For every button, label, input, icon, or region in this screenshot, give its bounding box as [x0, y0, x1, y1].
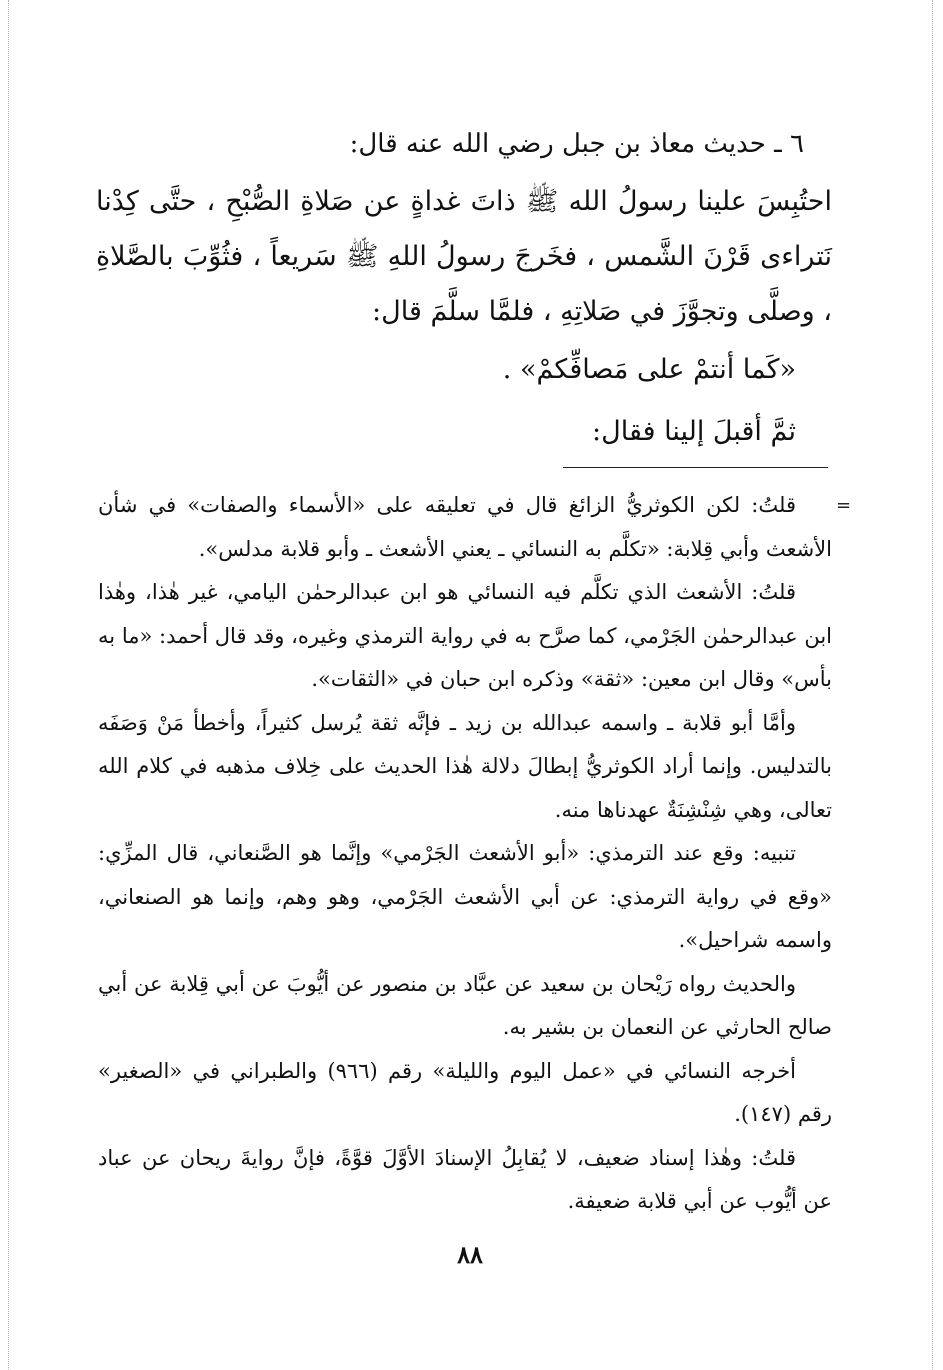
footnote-paragraph: تنبيه: وقع عند الترمذي: «أبو الأشعث الجَرْمي» وإنَّما هو الصَّنعاني، قال المزِّي: «وقع في رواية الترمذي: عن أبي الأشعث الجَرْمي، وهو وهم، وإنما هو الصنعاني، واسمه شراحيل». — [98, 841, 832, 952]
hadith-heading: ٦ ـ حديث معاذ بن جبل رضي الله عنه قال: — [349, 129, 804, 159]
footnote-paragraph: وأمَّا أبو قلابة ـ واسمه عبدالله بن زيد ـ فإنَّه ثقة يُرسل كثيراً، وأخطأ مَنْ وَصَفَه بالتدليس. وإنما أراد الكوثريُّ إبطالَ دلالة هٰذا الحديث على خِلاف مذهبه في كلام الله تعالى، وهي شِنْشِنَةٌ عهدناها منه. — [98, 710, 832, 822]
footnote-paragraph: قلتُ: لكن الكوثريُّ الزائغ قال في تعليقه على «الأسماء والصفات» في شأن الأشعث وأبي قِلابة: «تكلَّم به النسائي ـ يعني الأشعث ـ وأبو قلابة مدلس». — [98, 493, 832, 561]
footnote-separator-line — [563, 467, 828, 468]
footnote-paragraph: قلتُ: الأشعث الذي تكلَّم فيه النسائي هو ابن عبدالرحمٰن اليامي، غير هٰذا، وهٰذا ابن عبدالرحمٰن الجَرْمي، كما صرَّح به في رواية الترمذي وغيره، وقد قال أحمد: «ما به بأس» وقال ابن معين: «ثقة» وذكره ابن حبان في «الثقات». — [98, 580, 832, 691]
main-text — [96, 122, 832, 463]
footnote-paragraph: والحديث رواه رَيْحان بن سعيد عن عبَّاد بن منصور عن أيُّوبَ عن أبي قِلابة عن أبي صالح الحارثي عن النعمان بن بشير به. — [98, 971, 832, 1039]
footnotes — [98, 484, 832, 1224]
hadith-narration: احتُبِسَ علينا رسولُ الله ﷺ ذاتَ غداةٍ عن صَلاةِ الصُّبْحِ ، حتَّى كِدْنا نَتراءى قَرْنَ الشَّمس ، فخَرجَ رسولُ اللهِ ﷺ سَريعاً ، فثُوِّبَ بالصَّلاةِ ، وصلَّى وتجوَّزَ في صَلاتِهِ ، فلمَّا سلَّمَ قال: — [96, 186, 832, 327]
left-dotted-margin-line — [8, 0, 9, 1370]
footnote-paragraph: قلتُ: وهٰذا إسناد ضعيف، لا يُقابِلُ الإسنادَ الأوَّلَ قوَّةً، فإنَّ روايةَ ريحان عن عباد عن أيُّوب عن أبي قلابة ضعيفة. — [98, 1145, 832, 1213]
prophet-saying: «كَما أنتمْ على مَصافِّكمْ» . — [502, 354, 796, 385]
footnote-continuation-mark: = — [836, 495, 852, 516]
hadith-continuation: ثمَّ أقبلَ إلينا فقال: — [592, 416, 796, 447]
right-dotted-margin-line — [932, 0, 933, 1370]
footnote-paragraph: أخرجه النسائي في «عمل اليوم والليلة» رقم (٩٦٦) والطبراني في «الصغير» رقم (١٤٧). — [98, 1058, 832, 1126]
page-number: ٨٨ — [457, 1240, 483, 1269]
